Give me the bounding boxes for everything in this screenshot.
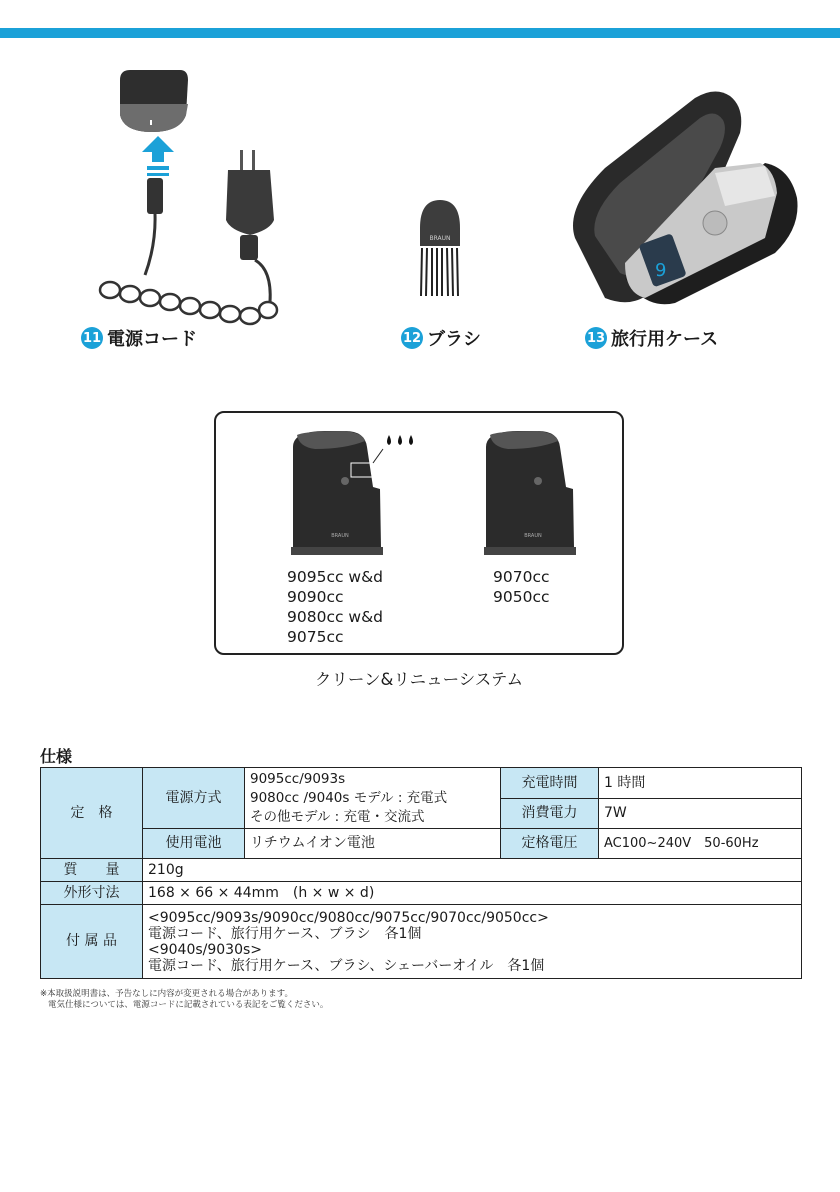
model-name: 9050cc	[493, 588, 550, 606]
power-consumption-label: 消費電力	[501, 799, 599, 829]
shaver-display: 9	[655, 260, 667, 281]
dimensions-label: 外形寸法	[41, 882, 143, 905]
model-name: 9075cc	[287, 628, 344, 646]
model-list-group-b	[493, 567, 550, 607]
power-method-line: その他モデル : 充電・交流式	[250, 808, 425, 825]
clean-station-illustration	[285, 427, 425, 557]
table-row	[41, 768, 802, 799]
specs-title: 仕様	[40, 747, 73, 766]
footnote: 電気仕様については、電源コードに記載されている表記をご覧ください。	[48, 1000, 329, 1010]
footnotes	[40, 989, 328, 1011]
model-name: 9095cc w&d	[287, 568, 384, 586]
model-name: 9090cc	[287, 588, 344, 606]
accessories-value	[143, 905, 802, 979]
power-method-value	[245, 768, 501, 829]
power-method-label: 電源方式	[143, 768, 245, 829]
rated-voltage-value: AC100~240V 50-60Hz	[599, 829, 802, 859]
mass-value: 210g	[143, 859, 802, 882]
table-row	[41, 859, 802, 882]
table-row	[41, 905, 802, 979]
station-brand: BRAUN	[331, 533, 349, 539]
accessory-label-power-cord	[81, 325, 197, 351]
clean-renew-caption: クリーン&リニューシステム	[314, 670, 524, 689]
clean-station-illustration	[478, 427, 583, 557]
power-method-line: 9095cc/9093s	[250, 770, 346, 787]
rating-label: 定 格	[41, 768, 143, 859]
accessory-label-travel-case	[585, 325, 718, 351]
top-accent-bar	[0, 28, 840, 38]
number-badge: 12	[401, 327, 423, 349]
mass-label: 質 量	[41, 859, 143, 882]
power-method-line: 9080cc /9040s モデル : 充電式	[250, 789, 448, 806]
battery-value: リチウムイオン電池	[245, 829, 501, 859]
brush-brand: BRAUN	[429, 235, 451, 242]
number-badge: 13	[585, 327, 607, 349]
footnote: ※本取扱説明書は、予告なしに内容が変更される場合があります。	[40, 989, 293, 999]
table-row	[41, 829, 802, 859]
model-name: 9080cc w&d	[287, 608, 384, 626]
model-name: 9070cc	[493, 568, 550, 586]
accessories-label: 付 属 品	[41, 905, 143, 979]
travel-case-illustration	[565, 88, 805, 310]
accessories-line: <9095cc/9093s/9090cc/9080cc/9075cc/9070cc/9050cc>	[148, 909, 549, 926]
accessory-name: 旅行用ケース	[611, 329, 719, 350]
number-badge: 11	[81, 327, 103, 349]
water-drops-icon	[387, 435, 413, 445]
battery-label: 使用電池	[143, 829, 245, 859]
accessories-line: 電源コード、旅行用ケース、ブラシ、シェーバーオイル 各1個	[148, 957, 545, 974]
charge-time-label: 充電時間	[501, 768, 599, 799]
accessory-name: 電源コード	[107, 329, 197, 350]
accessory-label-brush	[401, 325, 481, 351]
station-brand: BRAUN	[524, 533, 542, 539]
spec-table	[40, 767, 802, 979]
rated-voltage-label: 定格電圧	[501, 829, 599, 859]
table-row	[41, 882, 802, 905]
accessories-line: <9040s/9030s>	[148, 941, 263, 958]
charge-time-value: 1 時間	[599, 768, 802, 799]
brush-illustration	[412, 198, 468, 298]
accessories-line: 電源コード、旅行用ケース、ブラシ 各1個	[148, 925, 422, 942]
power-consumption-value: 7W	[599, 799, 802, 829]
accessory-name: ブラシ	[427, 329, 481, 350]
arrow-up-icon	[142, 136, 174, 162]
power-cord-illustration	[90, 70, 290, 330]
dimensions-value: 168 × 66 × 44mm (h × w × d)	[143, 882, 802, 905]
model-list-group-a	[287, 567, 383, 647]
